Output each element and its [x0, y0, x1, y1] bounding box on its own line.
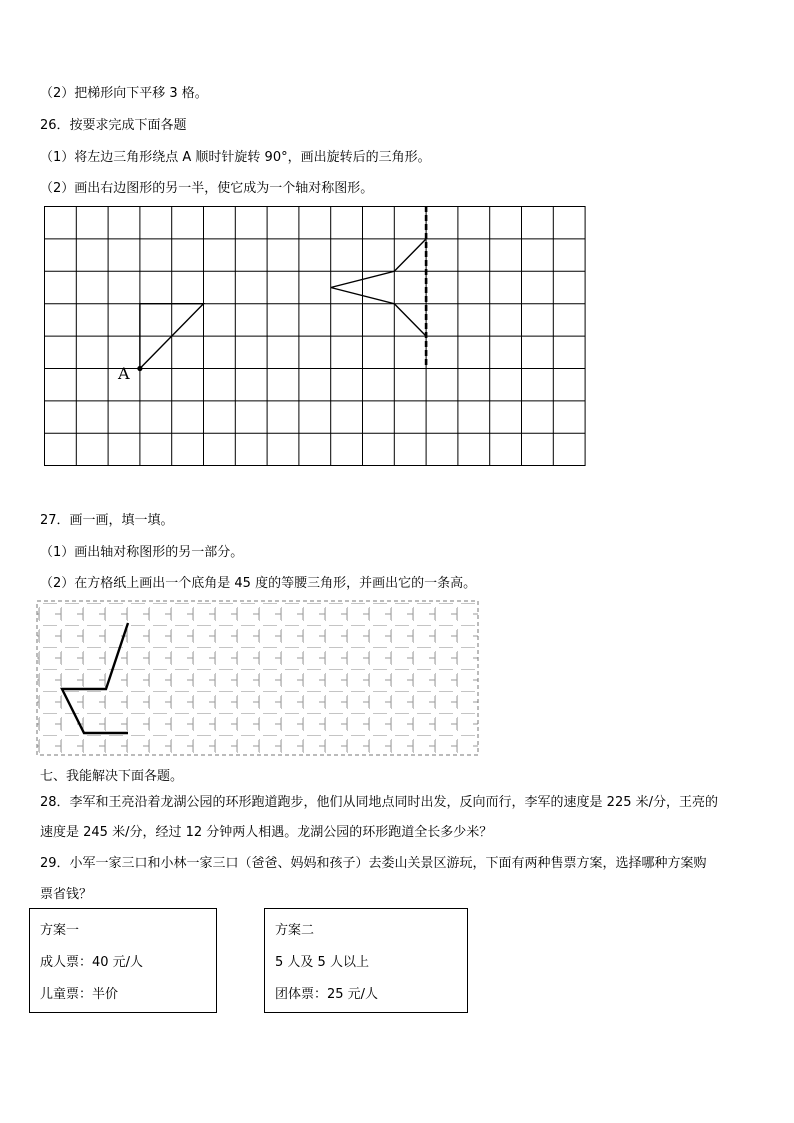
q27-grid-figure	[36, 600, 484, 758]
point-a-dot	[137, 366, 142, 371]
plan2-row1: 5 人及 5 人以上	[275, 955, 369, 970]
q26-grid-lines	[44, 206, 585, 466]
section7-heading: 七、我能解决下面各题。	[40, 769, 184, 784]
plan1-title: 方案一	[40, 923, 80, 938]
point-a-label: A	[118, 364, 130, 383]
q27-part1: （1）画出轴对称图形的另一部分。	[40, 545, 244, 560]
q26-part2: （2）画出右边图形的另一半，使它成为一个轴对称图形。	[40, 181, 374, 196]
q26-part1: （1）将左边三角形绕点 A 顺时针旋转 90°，画出旋转后的三角形。	[40, 150, 431, 165]
q27-heading: 27．画一画，填一填。	[40, 513, 174, 528]
plan1-row2: 儿童票：半价	[40, 987, 119, 1002]
q25-part2: （2）把梯形向下平移 3 格。	[40, 86, 208, 101]
q26-half-figure	[331, 239, 426, 336]
plan2-box	[264, 908, 468, 1013]
q26-grid-figure	[44, 206, 589, 468]
plan2-title: 方案二	[275, 923, 315, 938]
q29-line1: 29．小军一家三口和小林一家三口（爸爸、妈妈和孩子）去娄山关景区游玩，下面有两种售票方案，选择哪种方案购	[40, 856, 707, 871]
q29-line2: 票省钱？	[40, 887, 93, 902]
q28-line1: 28．李军和王亮沿着龙湖公园的环形跑道跑步，他们从同地点同时出发，反向而行，李军的速度是 225 米/分，王亮的	[40, 795, 719, 810]
q26-heading: 26．按要求完成下面各题	[40, 118, 187, 133]
q28-line2: 速度是 245 米/分，经过 12 分钟两人相遇。龙湖公园的环形跑道全长多少米？	[40, 825, 493, 840]
plan2-row2: 团体票：25 元/人	[275, 987, 379, 1002]
q27-part2: （2）在方格纸上画出一个底角是 45 度的等腰三角形，并画出它的一条高。	[40, 576, 477, 591]
plan1-box	[29, 908, 217, 1013]
plan1-row1: 成人票：40 元/人	[40, 955, 144, 970]
